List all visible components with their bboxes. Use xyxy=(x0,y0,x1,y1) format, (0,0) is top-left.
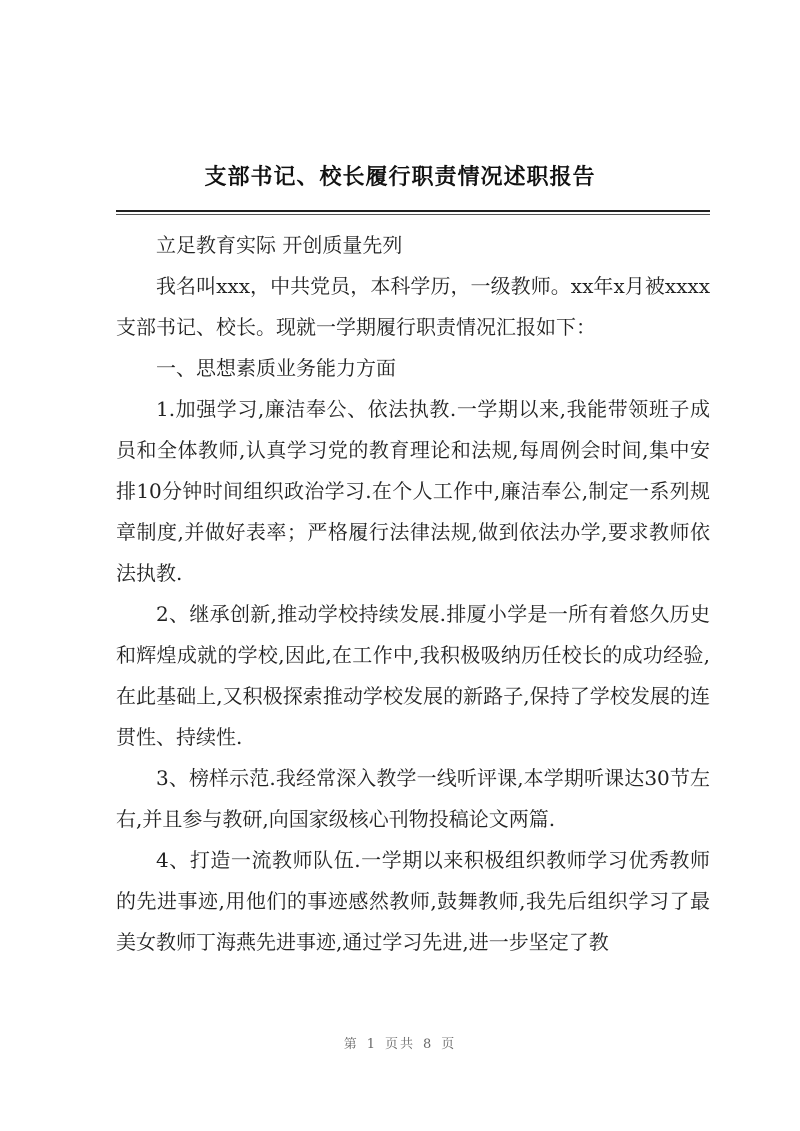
total-pages: 8 xyxy=(423,1037,434,1052)
section-heading: 一、思想素质业务能力方面 xyxy=(156,356,396,380)
page-label-suffix: 页 xyxy=(441,1037,457,1052)
body-paragraph: 2、继承创新,推动学校持续发展.排厦小学是一所有着悠久历史和辉煌成就的学校,因此,在工作中,我积极吸纳历任校长的成功经验,在此基础上,又积极探索推动学校发展的新路子,保持了学校发展的连贯性、持续性. xyxy=(116,602,710,749)
page-footer xyxy=(0,1033,800,1052)
page-number: 1 xyxy=(366,1037,377,1052)
body-paragraph: 3、榜样示范.我经常深入教学一线听评课,本学期听课达30节左右,并且参与教研,向国家级核心刊物投稿论文两篇. xyxy=(116,766,710,831)
body-paragraph: 1.加强学习,廉洁奉公、依法执教.一学期以来,我能带领班子成员和全体教师,认真学习党的教育理论和法规,每周例会时间,集中安排10分钟时间组织政治学习.在个人工作中,廉洁奉公,制定一系列规章制度,并做好表率；严格履行法律法规,做到依法办学,要求教师依法执教. xyxy=(116,397,710,585)
page-label-mid: 页共 xyxy=(384,1037,415,1052)
page-label-prefix: 第 xyxy=(343,1037,359,1052)
document-title: 支部书记、校长履行职责情况述职报告 xyxy=(204,164,596,190)
document-body xyxy=(116,225,710,963)
title-divider xyxy=(116,210,710,212)
body-paragraph: 4、打造一流教师队伍.一学期以来积极组织教师学习优秀教师的先进事迹,用他们的事迹感然教师,鼓舞教师,我先后组织学习了最美女教师丁海燕先进事迹,通过学习先进,进一步坚定了教 xyxy=(116,848,710,954)
subtitle-paragraph: 立足教育实际 开创质量先列 xyxy=(156,233,403,257)
intro-paragraph: 我名叫xxx，中共党员，本科学历，一级教师。xx年x月被xxxx支部书记、校长。现就一学期履行职责情况汇报如下： xyxy=(116,274,710,339)
title-divider-thin xyxy=(116,214,710,215)
